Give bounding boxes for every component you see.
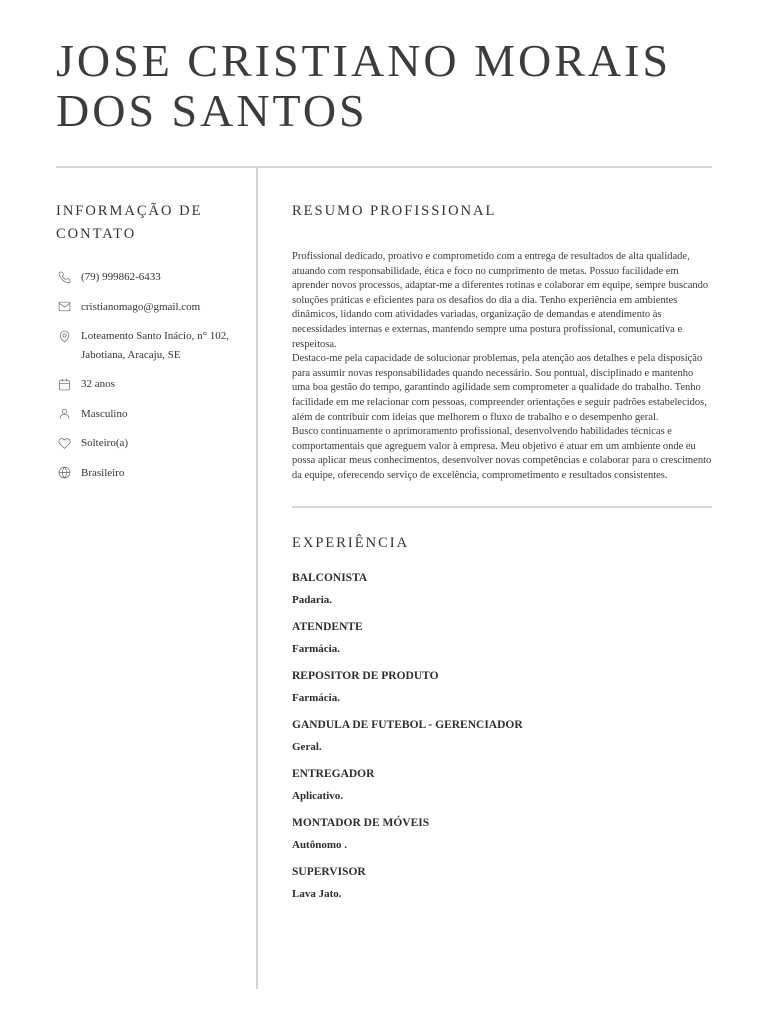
- heart-icon: [56, 434, 72, 452]
- mail-icon: [56, 298, 72, 316]
- location-pin-icon: [56, 327, 72, 345]
- header-divider: [56, 166, 712, 168]
- section-divider: [292, 506, 712, 508]
- contact-text: Brasileiro: [81, 466, 125, 479]
- experience-item: [292, 767, 712, 803]
- contact-address: [56, 327, 246, 364]
- job-title: REPOSITOR DE PRODUTO: [292, 669, 439, 682]
- job-title: GANDULA DE FUTEBOL - GERENCIADOR: [292, 718, 523, 731]
- contact-email: [56, 298, 246, 317]
- job-title: MONTADOR DE MÓVEIS: [292, 816, 430, 829]
- globe-icon: [56, 464, 72, 482]
- contact-marital-status: [56, 434, 246, 453]
- contact-list: [56, 268, 246, 482]
- contact-text: (79) 999862-6433: [81, 271, 161, 283]
- column-divider: [256, 168, 258, 989]
- summary-text: [292, 250, 712, 484]
- experience-list: [292, 571, 712, 901]
- contact-gender: [56, 405, 246, 424]
- experience-item: [292, 620, 712, 656]
- job-company: Geral.: [292, 740, 322, 753]
- job-company: Farmácia.: [292, 642, 340, 655]
- contact-phone: [56, 268, 246, 287]
- experience-item: [292, 865, 712, 901]
- summary-paragraph: Profissional dedicado, proativo e comprometido com a entrega de resultados de alta qualidade, atuando com responsabilidade, ética e foco no cumprimento de metas. Possuo facilidade em aprender novos processos, adaptar-me a diferentes rotinas e colaborar em equipe, sempre buscando soluções práticas e eficientes para os desafios do dia a dia. Tenho experiência em ambientes dinâmicos, lidando com atividades variadas, organização de demandas e atendimento às necessidades internas e externas, mantendo sempre uma postura profissional, comunicativa e respeitosa.: [292, 251, 709, 350]
- job-company: Aplicativo.: [292, 789, 344, 802]
- job-company: Padaria.: [292, 593, 333, 606]
- contact-section: [56, 200, 246, 493]
- experience-title: EXPERIÊNCIA: [292, 534, 410, 551]
- experience-item: [292, 718, 712, 754]
- summary-title: RESUMO PROFISSIONAL: [292, 203, 497, 219]
- contact-text: Loteamento Santo Inácio, n° 102, Jabotiana, Aracaju, SE: [81, 330, 229, 361]
- job-company: Autônomo .: [292, 838, 348, 851]
- contact-text: 32 anos: [81, 378, 115, 390]
- contact-nationality: [56, 464, 246, 483]
- contact-text: Masculino: [81, 407, 128, 420]
- job-title: BALCONISTA: [292, 571, 368, 584]
- job-title: ENTREGADOR: [292, 767, 375, 780]
- summary-paragraph: Destaco-me pela capacidade de solucionar problemas, pela atenção aos detalhes e pela disposição para assumir novas responsabilidades quando necessário. Sou pontual, disciplinado e mantenho uma boa gestão do tempo, garantindo agilidade sem comprometer a qualidade do trabalho. Tenho facilidade em me relacionar com pessoas, compreender orientações e seguir padrões estabelecidos, além de contribuir com ideias que melhorem o fluxo de trabalho e o desempenho geral.: [292, 353, 707, 423]
- job-title: SUPERVISOR: [292, 865, 366, 878]
- experience-item: [292, 816, 712, 852]
- phone-icon: [56, 268, 72, 286]
- candidate-name: JOSE CRISTIANO MORAIS DOS SANTOS: [56, 35, 672, 136]
- contact-title: INFORMAÇÃO DE CONTATO: [56, 203, 203, 242]
- experience-item: [292, 669, 712, 705]
- experience-item: [292, 571, 712, 607]
- calendar-icon: [56, 375, 72, 393]
- summary-paragraph: Busco continuamente o aprimoramento profissional, desenvolvendo habilidades técnicas e comportamentais que agreguem valor à empresa. Meu objetivo é atuar em um ambiente onde eu possa aplicar meus conhecimentos, desenvolver novas competências e colaborar para o crescimento da equipe, oferecendo serviço de excelência, comprometimento e resultados consistentes.: [292, 426, 712, 481]
- job-title: ATENDENTE: [292, 620, 363, 633]
- person-icon: [56, 405, 72, 423]
- contact-age: [56, 375, 246, 394]
- contact-text: Solteiro(a): [81, 437, 129, 449]
- contact-text: cristianomago@gmail.com: [81, 300, 201, 313]
- job-company: Lava Jato.: [292, 887, 342, 900]
- main-column: [292, 200, 712, 914]
- job-company: Farmácia.: [292, 691, 340, 704]
